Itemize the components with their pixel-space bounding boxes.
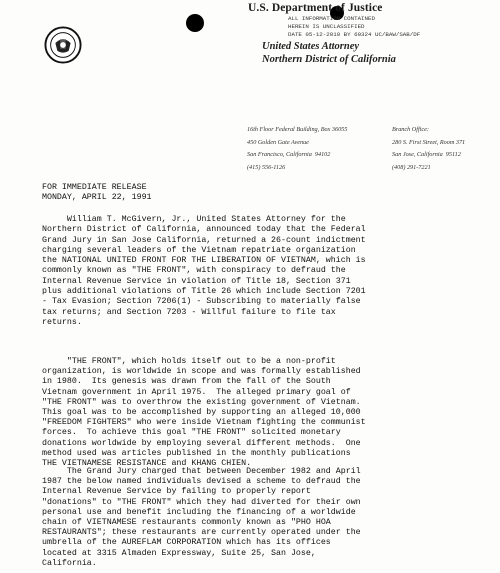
release-label: FOR IMMEDIATE RELEASE — [42, 183, 147, 192]
agency-name: U.S. Department of Justice — [248, 2, 383, 14]
paragraph: The Grand Jury charged that between December 1982 and April 1987 the below named individuals devised a scheme to defraud the Internal Revenue Service by failing to properly report "donations" to "THE FRONT" which they had diverted for their own personal use and benefit including the financing of a worldwide chain of VIETNAMESE restaurants commonly known as "PHO HOA RESTAURANTS"; these restaurants are currently operated under the umbrella of the AUREFLAM CORPORATION which has its offices located at 3315 Almaden Expressway, Suite 25, San Jose, California. — [42, 467, 361, 568]
release-date: MONDAY, APRIL 22, 1991 — [42, 193, 152, 202]
paragraph: William T. McGivern, Jr., United States Attorney for the Northern District of California, announced today that the Federal Grand Jury in San Jose California, returned a 26-count indictment charging several leaders of the Vietnam repatriate organization the NATIONAL UNITED FRONT FOR THE LIBERATION OF VIETNAM, which is commonly known as "THE FRONT", with conspiracy to defraud the Internal Revenue Service in violation of Title 18, Section 371 plus additional violations of Title 26 which include Section 7201 - Tax Evasion; Section 7206(1) - Subscribing to materially false tax returns; and Section 7203 - Willful failure to file tax returns. — [42, 215, 366, 327]
office-name: United States Attorney Northern District of California — [262, 41, 396, 65]
declassification-stamp: ALL INFORMATION CONTAINED HEREIN IS UNCLASSIFIED DATE 05-12-2010 BY 60324 UC/BAW/SAB/DF — [288, 15, 421, 38]
punch-hole — [186, 14, 204, 32]
doj-seal-icon — [44, 26, 82, 64]
branch-address: Branch Office: 280 S. First Street, Room 371 San Jose, California 95112 (408) 291-7221 — [392, 126, 466, 171]
release-header — [42, 183, 152, 203]
main-address: 16th Floor Federal Building, Box 36055 450 Golden Gate Avenue San Francisco, California 94102 (415) 556-1126 — [247, 126, 348, 171]
paragraph: "THE FRONT", which holds itself out to be a non-profit organization, is worldwide in scope and was formally established in 1980. Its genesis was drawn from the fall of the South Vietnam government in April 1975. The alleged primary goal of "THE FRONT" was to overthrow the existing government of Vietnam. This goal was to be accomplished by supporting an alleged 10,000 "FREEDOM FIGHTERS" who were inside Vietnam fighting the communist forces. To achieve this goal "THE FRONT" solicited monetary donations worldwide by employing several different methods. One method used was articles published in the monthly publications THE VIETNAMESE RESISTANCE and KHANG CHIEN. — [42, 357, 366, 469]
